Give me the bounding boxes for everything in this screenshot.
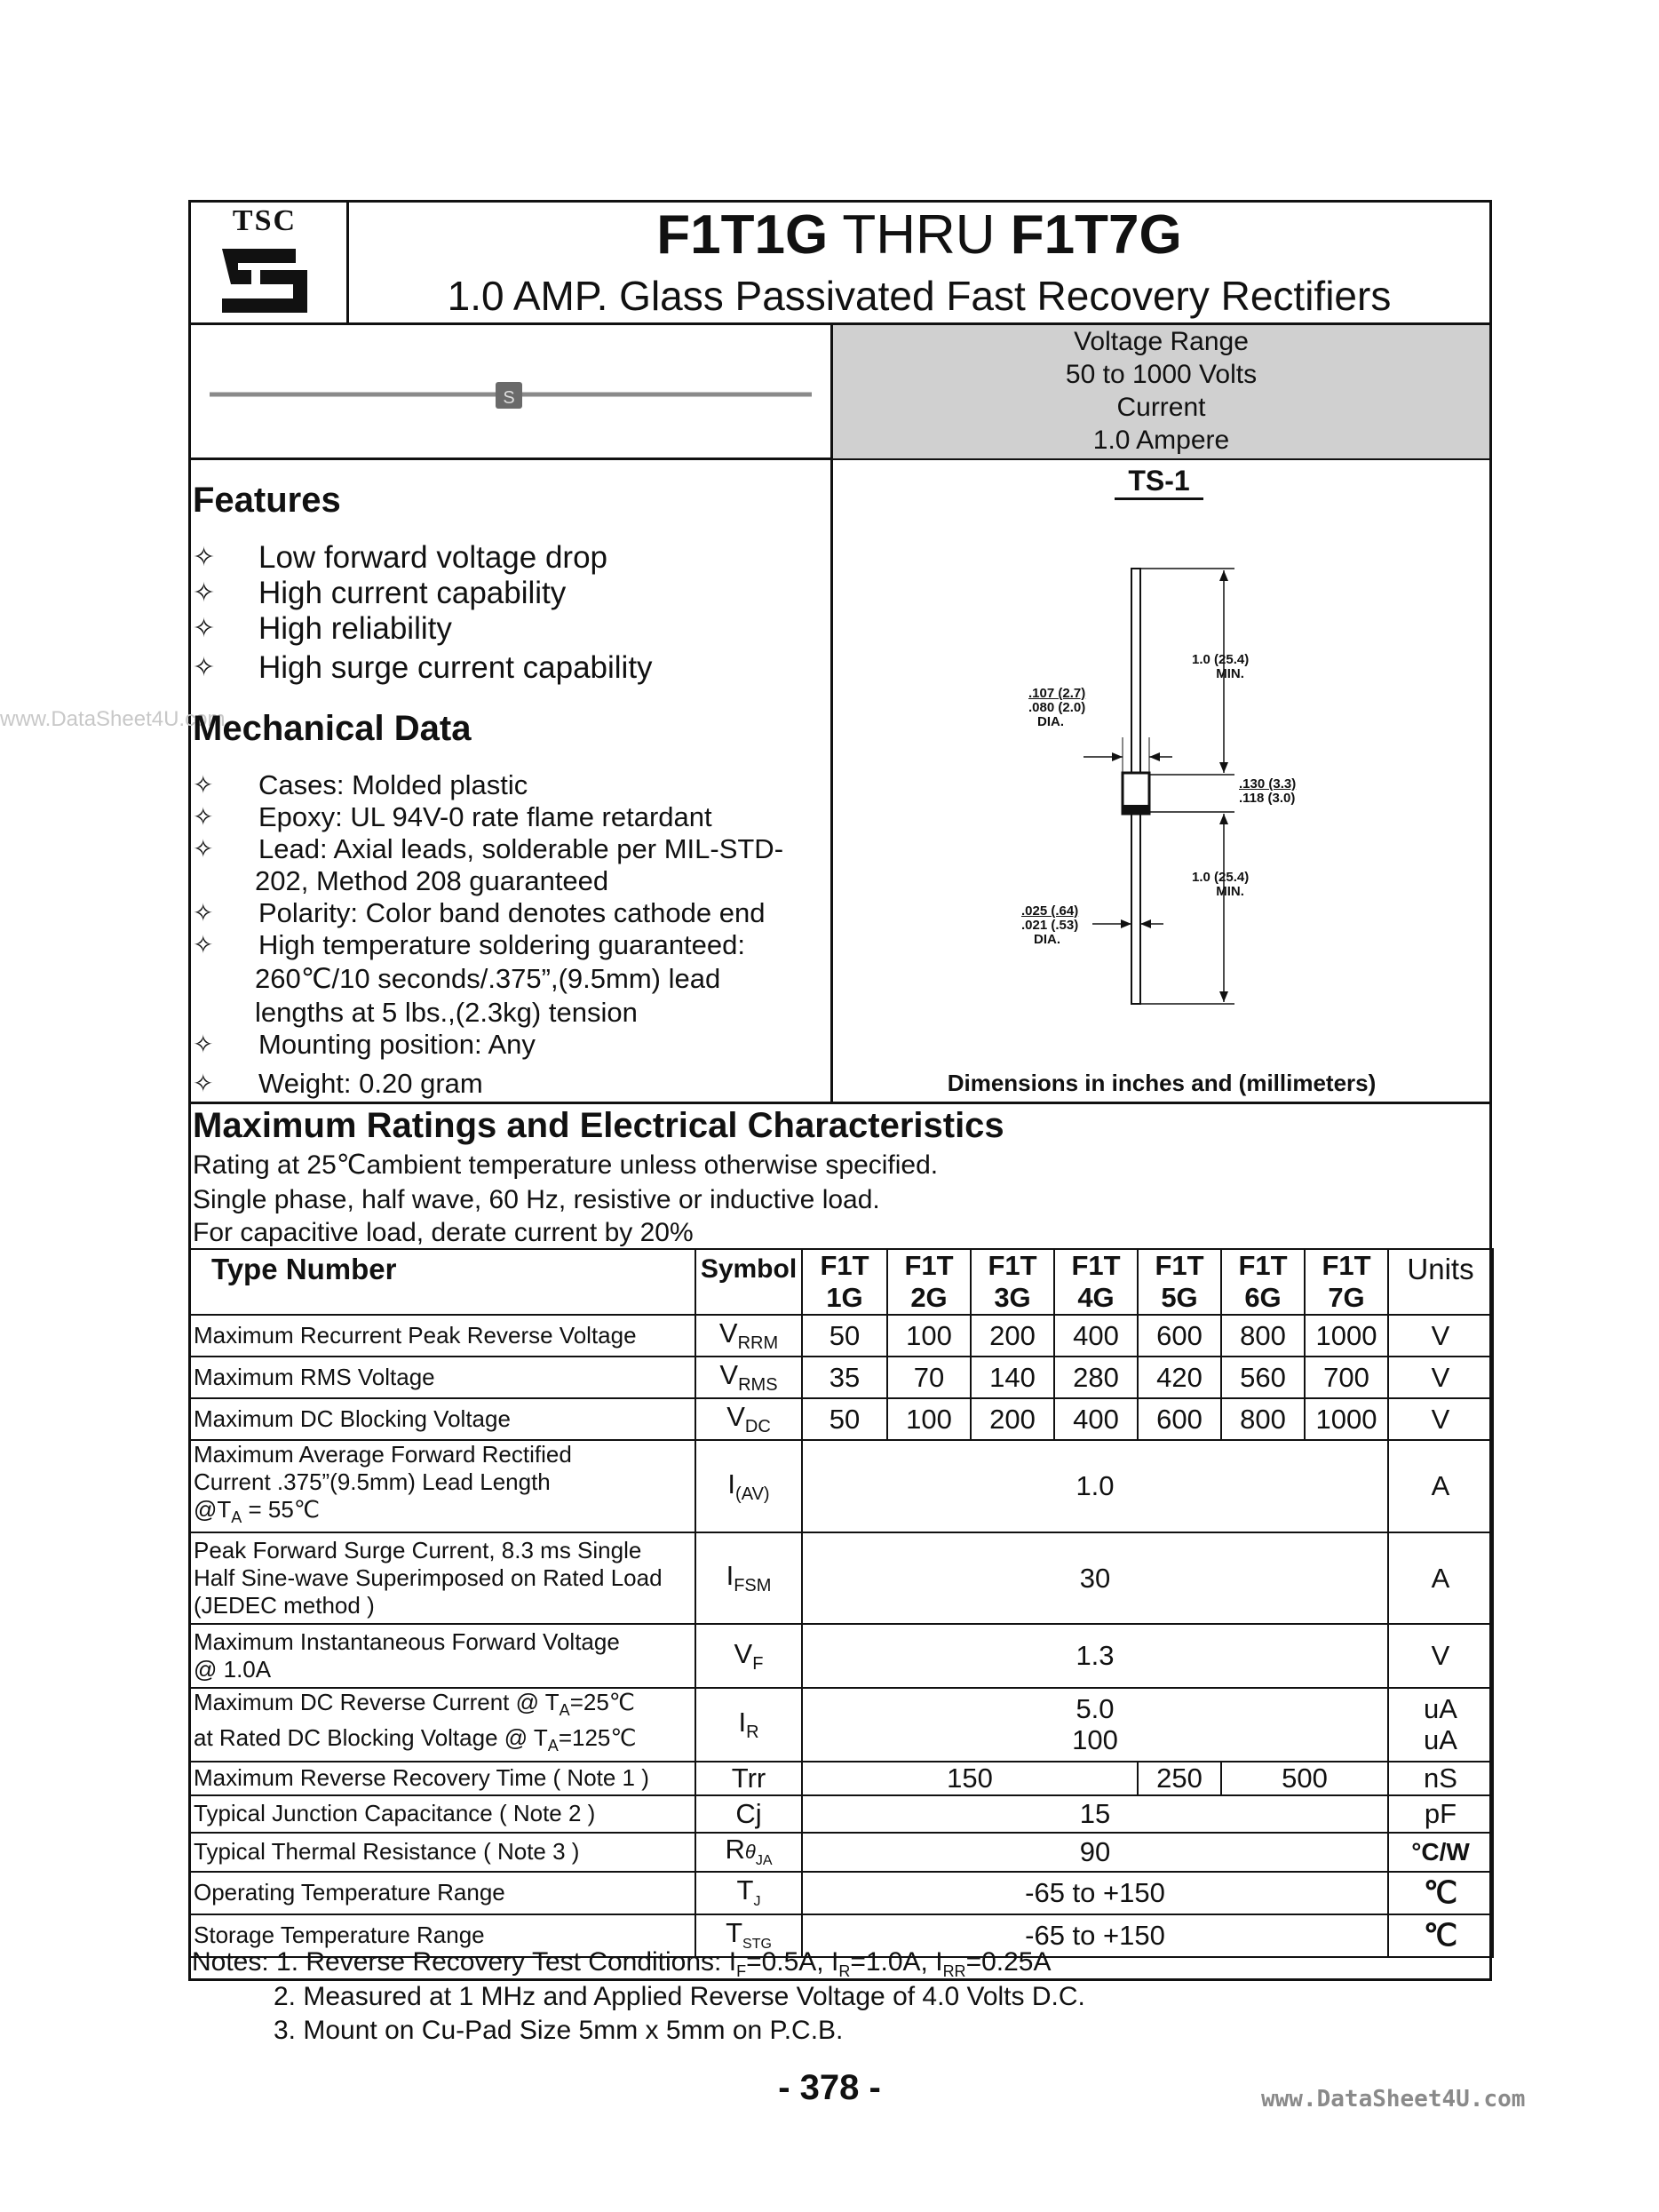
- feature-item: ✧ High surge current capability: [193, 650, 653, 685]
- dim-lead-bot: 1.0 (25.4) MIN.: [1192, 870, 1250, 899]
- bullet-icon: ✧: [193, 771, 214, 799]
- symbol-cell: $T_J$: [695, 1872, 802, 1914]
- table-row: Typical Junction Capacitance ( Note 2 ) Cj 15 pF: [189, 1795, 1493, 1833]
- table-header-row: [189, 1249, 1493, 1315]
- dim-lead-top: 1.0 (25.4) MIN.: [1192, 652, 1250, 681]
- symbol-cell: $V_F$: [695, 1624, 802, 1688]
- mech-item: ✧ Cases: Molded plastic: [193, 769, 528, 800]
- bullet-icon: ✧: [193, 803, 214, 831]
- mech-item: ✧ High temperature soldering guaranteed:: [193, 929, 746, 960]
- col-part: F1T 5G: [1138, 1249, 1221, 1315]
- bullet-icon: ✧: [193, 931, 214, 959]
- page-number: - 378 -: [778, 2068, 881, 2107]
- dim-body-dia: .107 (2.7) .080 (2.0) DIA.: [1028, 686, 1086, 729]
- col-part: F1T 4G: [1054, 1249, 1138, 1315]
- table-row: Maximum Instantaneous Forward Voltage @ 1.0A $V_F$ 1.3 V: [189, 1624, 1493, 1688]
- symbol-cell: $R\theta_{JA}$: [695, 1833, 802, 1872]
- bullet-icon: ✧: [193, 899, 214, 927]
- summary-line: 1.0 Ampere: [1092, 426, 1230, 455]
- col-part: F1T 6G: [1221, 1249, 1305, 1315]
- divider-ratings: [188, 1102, 1492, 1104]
- diode-body-letter: S: [503, 388, 515, 408]
- col-type-number: Type Number: [189, 1249, 695, 1315]
- page-title: F1T1G THRU F1T7G: [656, 204, 1182, 266]
- symbol-cell: Trr: [695, 1762, 802, 1795]
- bullet-icon: ✧: [193, 1030, 214, 1058]
- note-3: 3. Mount on Cu-Pad Size 5mm x 5mm on P.C.B.: [274, 2016, 844, 2045]
- features-heading: Features: [193, 481, 341, 520]
- ratings-line: For capacitive load, derate current by 20%: [193, 1218, 694, 1247]
- page-subtitle: 1.0 AMP. Glass Passivated Fast Recovery Rectifiers: [447, 273, 1392, 319]
- summary-line: Voltage Range: [1074, 327, 1249, 356]
- mech-item-cont: 260℃/10 seconds/.375”,(9.5mm) lead: [255, 963, 721, 994]
- feature-item: ✧ Low forward voltage drop: [193, 540, 607, 575]
- ratings-table: [188, 1248, 1494, 1958]
- symbol-cell: $V_{DC}$: [695, 1398, 802, 1440]
- col-units: Units: [1388, 1249, 1493, 1315]
- symbol-cell: $I_{(AV)}$: [695, 1440, 802, 1532]
- symbol-cell: $V_{RRM}$: [695, 1315, 802, 1357]
- table-row: Maximum Reverse Recovery Time ( Note 1 ) Trr 150 250 500 nS: [189, 1762, 1493, 1795]
- logo-text: TSC: [232, 204, 298, 237]
- logo-mark-icon: [211, 236, 318, 316]
- table-row: Maximum DC Reverse Current @ $T_A=25℃$ at Rated DC Blocking Voltage @ $T_A=125℃$ $I_R$ 5.0 100 uA uA: [189, 1688, 1493, 1761]
- summary-text: [833, 325, 1489, 457]
- bullet-icon: ✧: [193, 578, 216, 608]
- table-row: Operating Temperature Range $T_J$ -65 to +150 ℃: [189, 1872, 1493, 1914]
- table-row: Maximum RMS Voltage $V_{RMS}$ 35 70 140 280 420 560 700 V: [189, 1357, 1493, 1398]
- mech-item: ✧ Polarity: Color band denotes cathode end: [193, 897, 766, 928]
- note-2: 2. Measured at 1 MHz and Applied Reverse Voltage of 4.0 Volts D.C.: [274, 1982, 1085, 2011]
- col-symbol: Symbol: [695, 1249, 802, 1315]
- mech-item: ✧ Lead: Axial leads, solderable per MIL-STD-: [193, 833, 784, 864]
- dim-body-len: .130 (3.3) .118 (3.0): [1239, 776, 1297, 806]
- col-part: F1T 1G: [802, 1249, 887, 1315]
- bullet-icon: ✧: [193, 614, 216, 643]
- symbol-cell: $I_R$: [695, 1688, 802, 1761]
- watermark-left: www.DataSheet4U.com: [0, 707, 226, 731]
- mechanical-heading: Mechanical Data: [193, 709, 472, 748]
- bullet-icon: ✧: [193, 835, 214, 863]
- summary-line: Current: [1116, 393, 1206, 422]
- col-part: F1T 3G: [971, 1249, 1054, 1315]
- ratings-line: Single phase, half wave, 60 Hz, resistive or inductive load.: [193, 1185, 880, 1214]
- diode-image: [204, 373, 817, 426]
- mech-item-cont: 202, Method 208 guaranteed: [255, 865, 609, 896]
- note-1: Notes: 1. Reverse Recovery Test Conditions: $I_F=0.5A$, $I_R=1.0A$, $I_{RR}=0.25A$: [192, 1947, 1052, 1980]
- col-part: F1T 2G: [887, 1249, 971, 1315]
- ratings-line: Rating at 25℃ambient temperature unless otherwise specified.: [193, 1150, 939, 1180]
- tsc-logo: [211, 206, 318, 318]
- bullet-icon: ✧: [193, 653, 216, 682]
- symbol-cell: $V_{RMS}$: [695, 1357, 802, 1398]
- table-row: Maximum Recurrent Peak Reverse Voltage $V_{RRM}$ 50 100 200 400 600 800 1000 V: [189, 1315, 1493, 1357]
- ratings-heading: Maximum Ratings and Electrical Characteristics: [193, 1106, 1004, 1145]
- mech-item: ✧ Mounting position: Any: [193, 1029, 536, 1060]
- feature-item: ✧ High reliability: [193, 611, 452, 646]
- feature-item: ✧ High current capability: [193, 576, 567, 610]
- summary-line: 50 to 1000 Volts: [1065, 360, 1258, 389]
- mech-item: ✧ Weight: 0.20 gram: [193, 1068, 483, 1099]
- dim-lead-dia: .025 (.64) .021 (.53) DIA.: [1021, 903, 1079, 947]
- table-row: Maximum DC Blocking Voltage $V_{DC}$ 50 100 200 400 600 800 1000 V: [189, 1398, 1493, 1440]
- package-name: TS-1: [1115, 464, 1203, 500]
- table-row: Maximum Average Forward Rectified Current .375”(9.5mm) Lead Length $@T_A$ = 55℃ $I_{(AV)}$ 1.0 A: [189, 1440, 1493, 1532]
- col-part: F1T 7G: [1305, 1249, 1388, 1315]
- mech-item-cont: lengths at 5 lbs.,(2.3kg) tension: [255, 997, 638, 1028]
- bullet-icon: ✧: [193, 1070, 214, 1097]
- watermark-right: www.DataSheet4U.com: [1261, 2086, 1526, 2113]
- symbol-cell: $T_{STG}$: [695, 1914, 802, 1957]
- symbol-cell: Cj: [695, 1795, 802, 1833]
- symbol-cell: $I_{FSM}$: [695, 1532, 802, 1624]
- bullet-icon: ✧: [193, 543, 216, 572]
- mech-item: ✧ Epoxy: UL 94V-0 rate flame retardant: [193, 801, 712, 832]
- package-caption: Dimensions in inches and (millimeters): [947, 1070, 1377, 1096]
- table-row: Peak Forward Surge Current, 8.3 ms Single Half Sine-wave Superimposed on Rated Load (JEDEC method ) $I_{FSM}$ 30 A: [189, 1532, 1493, 1624]
- table-row: Storage Temperature Range $T_{STG}$ -65 to +150 ℃: [189, 1914, 1493, 1957]
- table-row: Typical Thermal Resistance ( Note 3 ) $R\theta_{JA}$ 90 °C/W: [189, 1833, 1493, 1872]
